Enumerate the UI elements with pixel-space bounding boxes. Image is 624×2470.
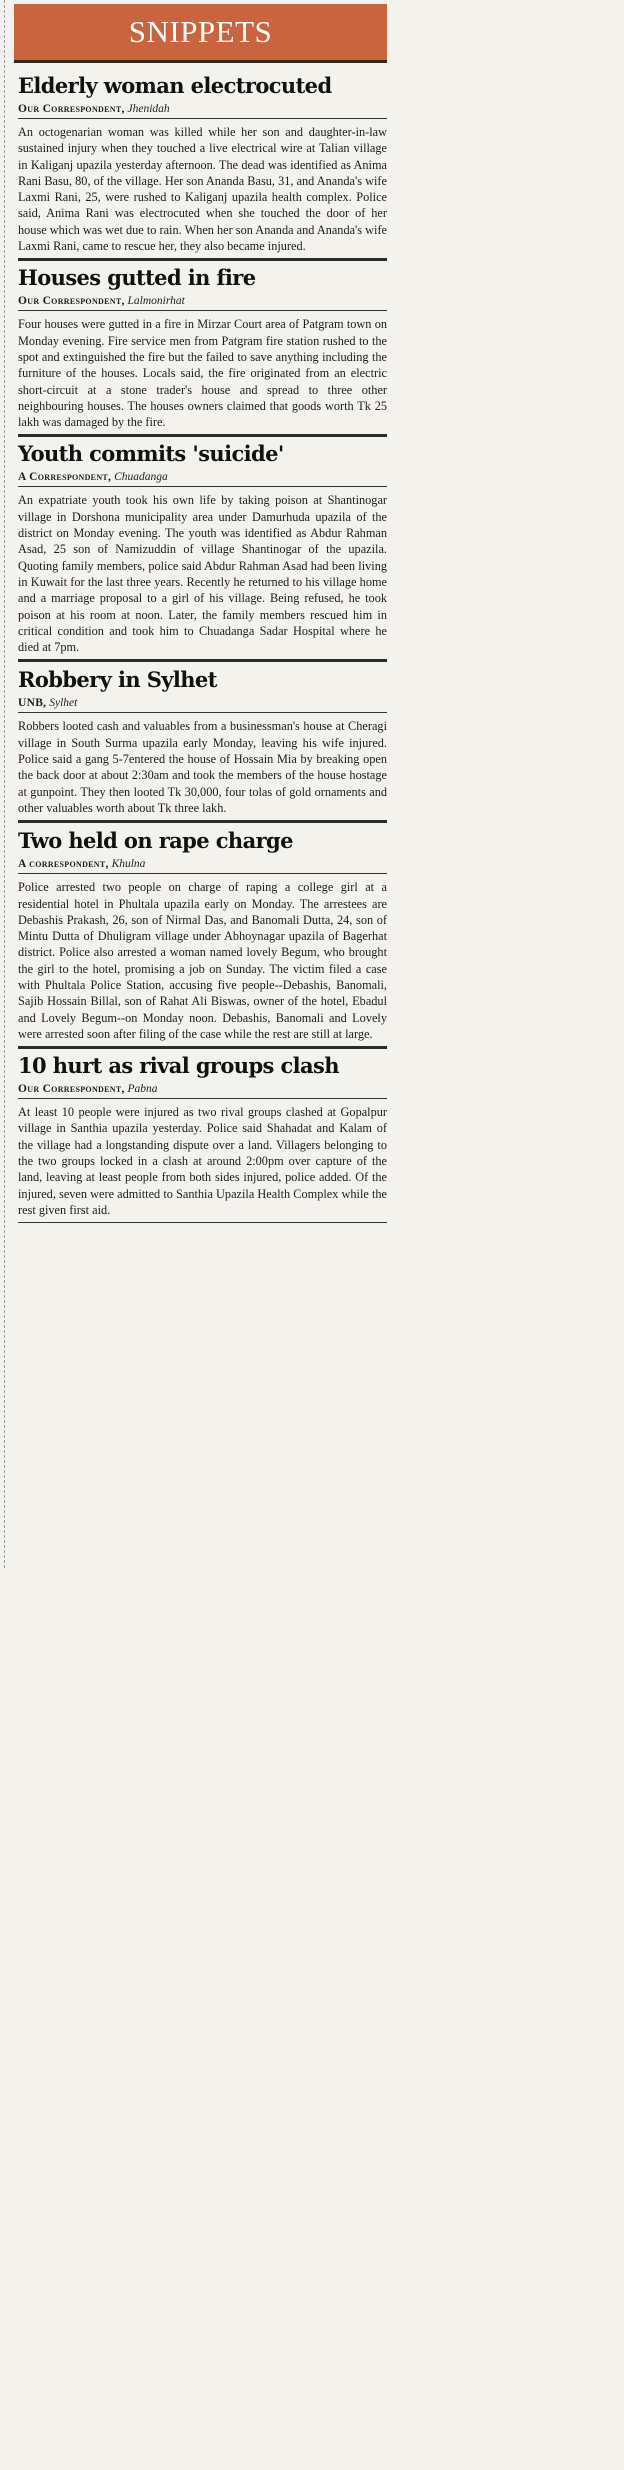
byline-author: Our Correspondent, xyxy=(18,1083,125,1096)
byline-location: Lalmonirhat xyxy=(127,295,185,308)
story-two-held-on-rape-charge xyxy=(14,828,387,1049)
byline-author: UNB, xyxy=(18,697,47,710)
story-byline xyxy=(18,103,387,119)
byline-location: Sylhet xyxy=(49,697,78,710)
story-headline: Two held on rape charge xyxy=(18,828,293,854)
byline-author: Our Correspondent, xyxy=(18,295,125,308)
story-byline xyxy=(18,471,387,487)
story-body: At least 10 people were injured as two rival groups clashed at Gopalpur village in Santhia upazila yesterday. Police said Shahadat and Kalam of the village had a longstanding dispute over a land. Villagers belonging to the two groups locked in a clash at around 2:00pm over capture of the land, leaving at least people from both sides injured, police added. Of the injured, seven were admitted to Santhia Upazila Health Complex while the rest given first aid. xyxy=(18,1104,387,1223)
story-rival-groups-clash xyxy=(14,1053,387,1223)
story-body: Police arrested two people on charge of raping a college girl at a residential hotel in Phultala upazila early on Monday. The arrestees are Debashis Prakash, 26, son of Nirmal Das, and Banomali Dutta, 24, son of Mintu Dutta of Dhuligram village under Abhoynagar upazila of Bagerhat district. Police also arrested a woman named lovely Begum, who brought the girl to the hotel, promising a job on Sunday. The victim filed a case with Phultala Police Station, accusing five people--Debashis, Banomali, Sajib Hossain Billal, son of Rahat Ali Biswas, owner of the hotel, Ebadul and Lovely Begum--on Monday noon. Debashis, Banomali and Lovely were arrested soon after filing of the case while the rest are still at large. xyxy=(18,879,387,1049)
story-byline xyxy=(18,1083,387,1099)
page-edge-rule xyxy=(4,0,5,1568)
story-headline: Houses gutted in fire xyxy=(18,265,256,291)
story-elderly-woman-electrocuted xyxy=(14,73,387,261)
story-houses-gutted-in-fire xyxy=(14,265,387,437)
story-byline xyxy=(18,295,387,311)
story-youth-commits-suicide xyxy=(14,441,387,662)
section-banner: SNIPPETS xyxy=(14,4,387,63)
story-body: Four houses were gutted in a fire in Mirzar Court area of Patgram town on Monday evening. Fire service men from Patgram fire station rushed to the spot and extinguished the fire but the failed to save anything including the furniture of the houses. Locals said, the fire originated from an electric short-circuit at a stone trader's house and spread to three other neighbouring houses. The houses owners claimed that goods worth Tk 25 lakh was damaged by the fire. xyxy=(18,316,387,437)
snippets-column xyxy=(14,4,387,1223)
story-byline xyxy=(18,858,387,874)
story-body: Robbers looted cash and valuables from a businessman's house at Cheragi village in South Surma upazila early Monday, leaving his wife injured. Police said a gang 5-7entered the house of Hossain Mia by breaking open the back door at about 2:30am and took the members of the house hostage at gunpoint. They then looted Tk 30,000, four tolas of gold ornaments and other valuables worth about Tk three lakh. xyxy=(18,718,387,823)
story-headline: Elderly woman electrocuted xyxy=(18,73,332,98)
byline-author: A correspondent, xyxy=(18,858,109,871)
story-robbery-in-sylhet xyxy=(14,667,387,823)
byline-location: Jhenidah xyxy=(127,103,170,115)
byline-location: Chuadanga xyxy=(114,471,168,484)
story-headline: 10 hurt as rival groups clash xyxy=(18,1053,339,1079)
byline-author: A Correspondent, xyxy=(18,471,112,484)
story-body: An expatriate youth took his own life by taking poison at Shantinogar village in Dorshona municipality area under Damurhuda upazila of the district on Monday evening. The youth was identified as Abdur Rahman Asad, 25 son of Namizuddin of village Shantinogar of the upazila. Quoting family members, police said Abdur Rahman Asad had been living in Kuwait for the last three years. Recently he returned to his village home and a marriage proposal to a girl of his village. Being refused, he took poison at his room at noon. Later, the family members rescued him in critical condition and took him to Chuadanga Sadar Hospital where he died at 7pm. xyxy=(18,492,387,662)
byline-author: Our Correspondent, xyxy=(18,103,125,115)
byline-location: Pabna xyxy=(127,1083,158,1096)
story-headline: Youth commits 'suicide' xyxy=(18,441,284,467)
byline-location: Khulna xyxy=(111,858,146,871)
story-byline xyxy=(18,697,387,713)
story-headline: Robbery in Sylhet xyxy=(18,667,217,693)
story-body: An octogenarian woman was killed while her son and daughter-in-law sustained injury when they touched a live electrical wire at Talian village in Kaliganj upazila yesterday afternoon. The dead was identified as Anima Rani Basu, 80, of the village. Her son Ananda Basu, 31, and Ananda's wife Laxmi Rani, 25, were rushed to Kaliganj upazila health complex. Police said, Anima Rani was electrocuted when she touched the door of her house which was wet due to rain. When her son Ananda and Ananda's wife Laxmi Rani, came to rescue her, they also became injured. xyxy=(18,124,387,261)
